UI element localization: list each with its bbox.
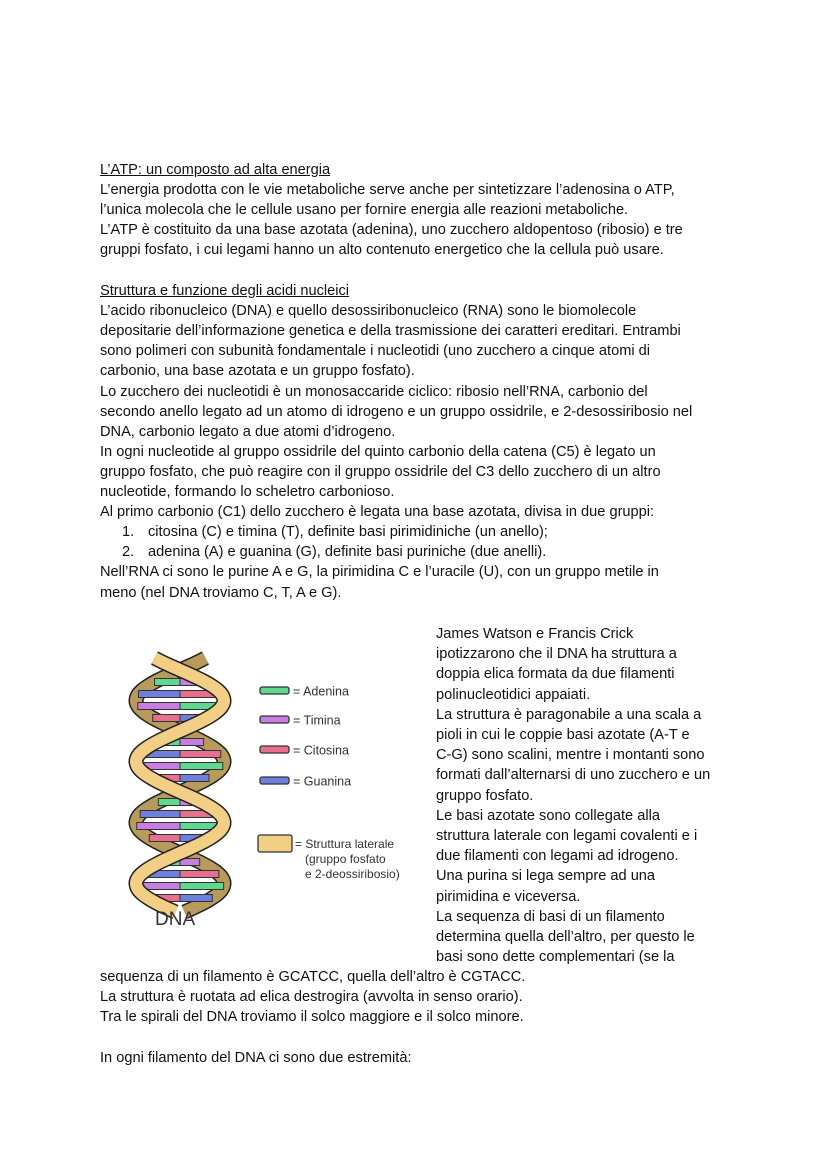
- text-line: meno (nel DNA troviamo C, T, A e G).: [100, 584, 342, 601]
- section-heading: L’ATP: un composto ad alta energia: [100, 162, 331, 178]
- text-line: depositarie dell’informazione genetica e della trasmissione dei caratteri ereditari. Entrambi: [100, 323, 681, 340]
- list-item: [100, 522, 548, 542]
- side-text-line: gruppo fosfato.: [436, 787, 534, 804]
- dna-legend: [258, 685, 400, 882]
- list-text: citosina (C) e timina (T), definite basi pirimidiniche (un anello);: [148, 524, 548, 541]
- side-text-line: Le basi azotate sono collegate alla: [436, 807, 660, 824]
- dna-helix: [136, 658, 224, 912]
- base-rung: [180, 763, 223, 770]
- base-rung: [180, 871, 219, 878]
- legend-label: = Timina: [293, 713, 341, 728]
- section-heading: Struttura e funzione degli acidi nucleici: [100, 283, 350, 299]
- text-line: sono polimeri con subunità fondamentale i nucleotidi (uno zucchero a cinque atomi di: [100, 343, 651, 360]
- side-text-line: formati dall’alternarsi di uno zucchero e un: [436, 767, 711, 784]
- text-line: L’acido ribonucleico (DNA) e quello desossiribonucleico (RNA) sono le biomolecole: [100, 303, 637, 320]
- side-text-line: pioli in cui le coppie basi azotate (A-T e: [436, 727, 690, 743]
- base-rung: [140, 811, 180, 818]
- text-line: Nell’RNA ci sono le purine A e G, la pirimidina C e l’uracile (U), con un gruppo metile in: [100, 564, 659, 581]
- base-rung: [138, 703, 180, 710]
- side-text-line: polinucleotidici appaiati.: [436, 686, 591, 703]
- text-line: La struttura è ruotata ad elica destrogira (avvolta in senso orario).: [100, 989, 523, 1006]
- dna-label: DNA: [155, 909, 196, 930]
- legend-label: = Guanina: [293, 774, 352, 789]
- base-rung: [180, 751, 221, 758]
- text-line: carbonio, una base azotata e un gruppo fosfato).: [100, 363, 415, 380]
- list-number: 2.: [122, 544, 135, 561]
- text-line: Tra le spirali del DNA troviamo il solco maggiore e il solco minore.: [100, 1009, 524, 1026]
- side-text-line: doppia elica formata da due filamenti: [436, 666, 675, 683]
- side-text-line: James Watson e Francis Crick: [436, 626, 634, 642]
- side-text-line: struttura laterale con legami covalenti e i: [436, 828, 698, 844]
- base-rung: [158, 799, 180, 806]
- list-text: adenina (A) e guanina (G), definite basi puriniche (due anelli).: [148, 544, 547, 561]
- text-line: L’energia prodotta con le vie metaboliche serve anche per sintetizzare l’adenosina o ATP,: [100, 182, 675, 199]
- side-text-line: La struttura è paragonabile a una scala a: [436, 706, 702, 723]
- text-line: In ogni filamento del DNA ci sono due estremità:: [100, 1049, 412, 1066]
- side-text-line: basi sono dette complementari (se la: [436, 949, 675, 966]
- side-text-line: due filamenti con legami ad idrogeno.: [436, 848, 679, 865]
- base-rung: [180, 739, 204, 746]
- text-line: secondo anello legato ad un atomo di idrogeno e un gruppo ossidrile, e 2-desossiribosio nel: [100, 403, 693, 420]
- dna-figure: [100, 640, 430, 940]
- text-line: Al primo carbonio (C1) dello zucchero è legata una base azotata, divisa in due gruppi:: [100, 504, 655, 521]
- text-line: gruppo fosfato, che può reagire con il gruppo ossidrile del C3 dello zucchero di un altro: [100, 463, 661, 480]
- base-rung: [180, 775, 209, 782]
- text-line: nucleotide, formando lo scheletro carbonioso.: [100, 484, 395, 500]
- base-rung: [155, 679, 180, 686]
- legend-swatch-structure: [258, 835, 292, 852]
- list-number: 1.: [122, 524, 135, 541]
- legend-label: (gruppo fosfato: [305, 852, 386, 866]
- text-line: L’ATP è costituito da una base azotata (adenina), uno zucchero aldopentoso (ribosio) e tre: [100, 222, 683, 239]
- text-line: sequenza di un filamento è GCATCC, quella dell’altro è CGTACC.: [100, 969, 526, 985]
- text-line: DNA, carbonio legato a due atomi d’idrogeno.: [100, 423, 396, 440]
- legend-swatch: [260, 687, 289, 694]
- text-line: gruppi fosfato, i cui legami hanno un alto contenuto energetico che la cellula può usare.: [100, 242, 664, 259]
- side-text-line: C-G) sono scalini, mentre i montanti sono: [436, 747, 705, 764]
- legend-swatch: [260, 746, 289, 753]
- base-rung: [149, 835, 180, 842]
- legend-swatch: [260, 716, 289, 723]
- base-rung: [180, 895, 212, 902]
- side-text-line: determina quella dell’altro, per questo le: [436, 929, 695, 945]
- base-rung: [153, 715, 180, 722]
- side-text-line: ipotizzarono che il DNA ha struttura a: [436, 646, 677, 663]
- base-rung: [180, 883, 224, 890]
- legend-label: = Adenina: [293, 684, 349, 699]
- list-item: [100, 542, 546, 562]
- side-text-line: pirimidina e viceversa.: [436, 888, 581, 905]
- side-text-line: La sequenza di basi di un filamento: [436, 908, 665, 925]
- text-line: In ogni nucleotide al gruppo ossidrile del quinto carbonio della catena (C5) è legato un: [100, 443, 656, 460]
- side-text-line: Una purina si lega sempre ad una: [436, 868, 656, 885]
- text-line: Lo zucchero dei nucleotidi è un monosaccaride ciclico: ribosio nell’RNA, carbonio del: [100, 383, 648, 400]
- base-rung: [137, 823, 180, 830]
- legend-label: e 2-deossiribosio): [305, 867, 400, 881]
- legend-swatch: [260, 777, 289, 784]
- base-rung: [138, 691, 180, 698]
- legend-label: = Struttura laterale: [295, 837, 395, 851]
- text-line: l’unica molecola che le cellule usano per fornire energia alle reazioni metaboliche.: [100, 202, 629, 219]
- legend-label: = Citosina: [293, 743, 349, 758]
